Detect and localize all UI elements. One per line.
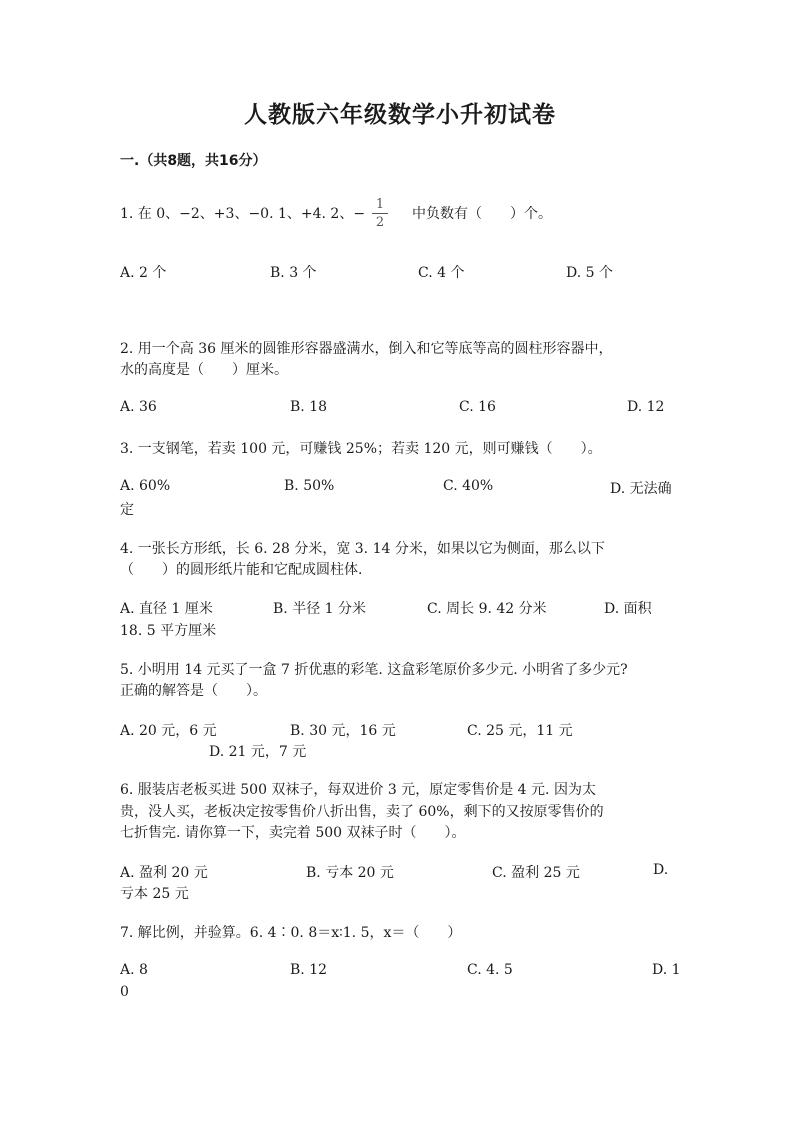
q7-option-d[interactable]: D. 1	[652, 962, 681, 978]
q5-option-b[interactable]: B. 30 元，16 元	[290, 723, 396, 739]
q3-option-d-wrap: 定	[120, 502, 134, 518]
q1-option-d[interactable]: D. 5 个	[566, 265, 613, 281]
fraction-bar	[372, 213, 388, 214]
q2-text-line2: 水的高度是（ ）厘米。	[120, 362, 288, 378]
q5-text-line2: 正确的解答是（ ）。	[120, 683, 267, 699]
q2-option-b[interactable]: B. 18	[290, 399, 328, 415]
q2-text-line1: 2. 用一个高 36 厘米的圆锥形容器盛满水，倒入和它等底等高的圆柱形容器中，	[120, 341, 613, 357]
q5-text-line1: 5. 小明用 14 元买了一盒 7 折优惠的彩笔. 这盒彩笔原价多少元. 小明省了多少元?	[120, 662, 628, 678]
q3-option-b[interactable]: B. 50%	[284, 478, 335, 494]
q4-text-line2: （ ）的圆形纸片能和它配成圆柱体.	[120, 562, 363, 578]
q7-option-b[interactable]: B. 12	[290, 962, 328, 978]
q1-option-c[interactable]: C. 4 个	[418, 265, 465, 281]
q4-option-c[interactable]: C. 周长 9. 42 分米	[427, 601, 547, 617]
q6-option-a[interactable]: A. 盈利 20 元	[120, 865, 208, 881]
q7-option-c[interactable]: C. 4. 5	[467, 962, 513, 978]
q5-option-a[interactable]: A. 20 元，6 元	[120, 723, 217, 739]
q1-fraction	[372, 197, 388, 230]
fraction-numerator: 1	[375, 197, 385, 212]
q4-option-a[interactable]: A. 直径 1 厘米	[120, 601, 213, 617]
q5-option-d[interactable]: D. 21 元，7 元	[209, 744, 307, 760]
section-heading: 一.（共8题，共16分）	[120, 153, 267, 169]
q2-option-d[interactable]: D. 12	[627, 399, 665, 415]
q1-text-part-b: 中负数有（ ）个。	[412, 206, 552, 222]
q3-option-c[interactable]: C. 40%	[443, 478, 494, 494]
q4-option-b[interactable]: B. 半径 1 分米	[273, 601, 366, 617]
q6-option-d[interactable]: D.	[653, 862, 669, 878]
q6-text-line2: 贵，没人买，老板决定按零售价八折出售，卖了 60%，剩下的又按原零售价的	[120, 804, 604, 820]
fraction-denominator: 2	[375, 215, 385, 230]
q4-option-d-wrap: 18. 5 平方厘米	[120, 623, 217, 639]
q6-option-d-wrap: 亏本 25 元	[120, 886, 189, 902]
q2-option-c[interactable]: C. 16	[459, 399, 496, 415]
q4-option-d[interactable]: D. 面积	[604, 601, 652, 617]
q6-text-line1: 6. 服装店老板买进 500 双袜子，每双进价 3 元，原定零售价是 4 元. 因为太	[120, 782, 596, 798]
q3-text-line1: 3. 一支钢笔，若卖 100 元，可赚钱 25%；若卖 120 元，则可赚钱（ ）。	[120, 441, 602, 457]
q7-option-d-wrap: 0	[120, 984, 129, 1000]
q3-option-a[interactable]: A. 60%	[120, 478, 171, 494]
q6-text-line3: 七折售完. 请你算一下，卖完着 500 双袜子时（ ）。	[120, 825, 466, 841]
q4-text-line1: 4. 一张长方形纸，长 6. 28 分米，宽 3. 14 分米，如果以它为侧面，那么以下	[120, 541, 605, 557]
q6-option-b[interactable]: B. 亏本 20 元	[306, 865, 394, 881]
q1-option-b[interactable]: B. 3 个	[270, 265, 317, 281]
q5-option-c[interactable]: C. 25 元，11 元	[467, 723, 573, 739]
q7-option-a[interactable]: A. 8	[120, 962, 148, 978]
q3-option-d[interactable]: D. 无法确	[610, 481, 672, 497]
q1-text-part-a: 1. 在 0、−2、+3、−0. 1、+4. 2、−	[120, 206, 366, 222]
q1-option-a[interactable]: A. 2 个	[120, 265, 167, 281]
q7-text-line1: 7. 解比例，并验算。6. 4∶0. 8＝x∶1. 5，x＝（ ）	[120, 925, 462, 941]
q6-option-c[interactable]: C. 盈利 25 元	[492, 865, 580, 881]
q2-option-a[interactable]: A. 36	[120, 399, 157, 415]
page-title: 人教版六年级数学小升初试卷	[244, 102, 556, 128]
